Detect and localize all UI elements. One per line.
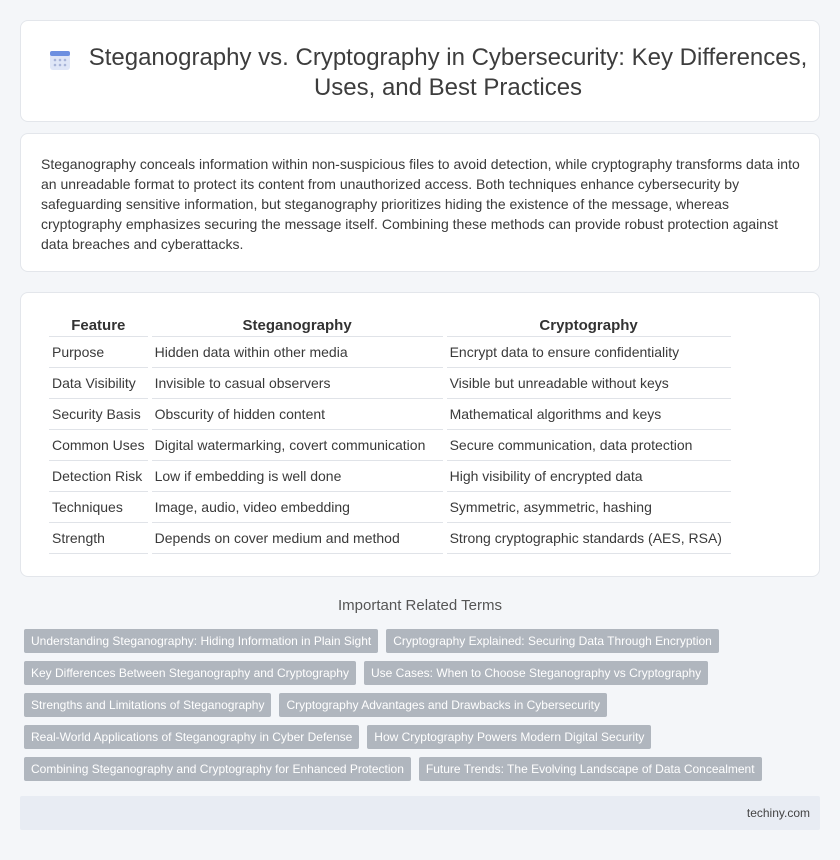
- table-row: [49, 337, 731, 368]
- cell-cryptography: Visible but unreadable without keys: [447, 368, 731, 399]
- table-row: [49, 523, 731, 554]
- related-term-link[interactable]: Cryptography Explained: Securing Data Through Encryption: [386, 629, 719, 653]
- related-term-link[interactable]: Future Trends: The Evolving Landscape of Data Concealment: [419, 757, 762, 781]
- related-term-link[interactable]: Cryptography Advantages and Drawbacks in Cybersecurity: [279, 693, 607, 717]
- related-term-link[interactable]: How Cryptography Powers Modern Digital Security: [367, 725, 651, 749]
- table-row: [49, 430, 731, 461]
- cell-feature: Data Visibility: [49, 368, 148, 399]
- comparison-table: [45, 315, 735, 554]
- cell-steganography: Low if embedding is well done: [152, 461, 443, 492]
- related-term-link[interactable]: Combining Steganography and Cryptography for Enhanced Protection: [24, 757, 411, 781]
- cell-feature: Common Uses: [49, 430, 148, 461]
- related-term-link[interactable]: Strengths and Limitations of Steganography: [24, 693, 271, 717]
- tag-row: [24, 629, 824, 653]
- cell-feature: Purpose: [49, 337, 148, 368]
- table-row: [49, 399, 731, 430]
- cell-cryptography: High visibility of encrypted data: [447, 461, 731, 492]
- cell-cryptography: Strong cryptographic standards (AES, RSA): [447, 523, 731, 554]
- cell-feature: Techniques: [49, 492, 148, 523]
- comparison-card: [20, 292, 820, 577]
- cell-steganography: Hidden data within other media: [152, 337, 443, 368]
- calendar-icon: [48, 48, 72, 72]
- table-row: [49, 368, 731, 399]
- cell-cryptography: Encrypt data to ensure confidentiality: [447, 337, 731, 368]
- cell-steganography: Digital watermarking, covert communication: [152, 430, 443, 461]
- cell-steganography: Image, audio, video embedding: [152, 492, 443, 523]
- cell-steganography: Depends on cover medium and method: [152, 523, 443, 554]
- footer-site-link[interactable]: techiny.com: [746, 806, 810, 820]
- table-header-row: [49, 315, 731, 337]
- intro-card: [20, 133, 820, 272]
- related-term-link[interactable]: Understanding Steganography: Hiding Information in Plain Sight: [24, 629, 378, 653]
- cell-feature: Security Basis: [49, 399, 148, 430]
- cell-steganography: Invisible to casual observers: [152, 368, 443, 399]
- header-steganography: Steganography: [152, 315, 443, 337]
- tag-row: [24, 757, 824, 781]
- header-feature: Feature: [49, 315, 148, 337]
- footer: [20, 796, 820, 830]
- related-term-link[interactable]: Key Differences Between Steganography and Cryptography: [24, 661, 356, 685]
- tag-row: [24, 693, 824, 717]
- related-terms-list: [24, 629, 824, 789]
- table-row: [49, 492, 731, 523]
- cell-feature: Strength: [49, 523, 148, 554]
- cell-cryptography: Mathematical algorithms and keys: [447, 399, 731, 430]
- related-terms-title: Important Related Terms: [338, 597, 502, 614]
- intro-paragraph: Steganography conceals information within non-suspicious files to avoid detection, while cryptography transforms data into an unreadable format to protect its content from unauthorized access. Both techniques enhance cybersecurity by safeguarding sensitive information, but steganography prioritizes hiding the existence of the message, whereas cryptography emphasizes securing the message itself. Combining these methods can provide robust protection against data breaches and cyberattacks.: [41, 156, 800, 252]
- cell-cryptography: Symmetric, asymmetric, hashing: [447, 492, 731, 523]
- table-row: [49, 461, 731, 492]
- cell-feature: Detection Risk: [49, 461, 148, 492]
- cell-steganography: Obscurity of hidden content: [152, 399, 443, 430]
- tag-row: [24, 661, 824, 685]
- related-term-link[interactable]: Use Cases: When to Choose Steganography vs Cryptography: [364, 661, 708, 685]
- tag-row: [24, 725, 824, 749]
- page-title: Steganography vs. Cryptography in Cybersecurity: Key Differences, Uses, and Best Practices: [88, 44, 808, 101]
- cell-cryptography: Secure communication, data protection: [447, 430, 731, 461]
- related-term-link[interactable]: Real-World Applications of Steganography in Cyber Defense: [24, 725, 359, 749]
- header-card: [20, 20, 820, 122]
- header-cryptography: Cryptography: [447, 315, 731, 337]
